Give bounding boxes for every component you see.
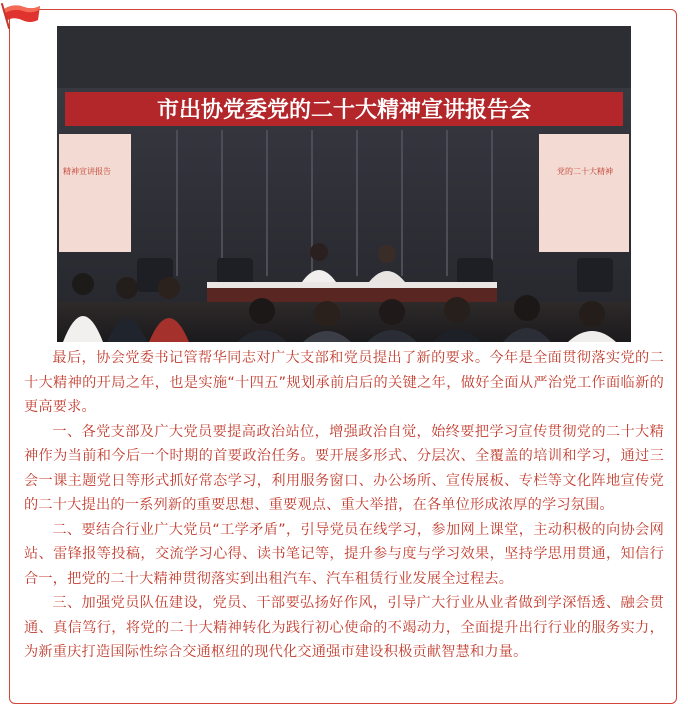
- paragraph-intro: 最后，协会党委书记管帮华同志对广大支部和党员提出了新的要求。今年是全面贯彻落实党的二十大精神的开局之年，也是实施“十四五”规划承前启后的关键之年，做好全面从严治党工作面临新的更高要求。: [24, 350, 664, 415]
- article-body: [24, 346, 664, 665]
- red-flag-decoration-icon: [0, 0, 44, 30]
- meeting-photo: [57, 26, 631, 342]
- left-screen-text: 精神宣讲报告: [63, 167, 111, 176]
- paragraph-point-1: 一、各党支部及广大党员要提高政治站位，增强政治自觉，始终要把学习宣传贯彻党的二十大精神作为当前和今后一个时期的首要政治任务。要开展多形式、分层次、全覆盖的培训和学习，通过三会一课主题党日等形式抓好常态学习，利用服务窗口、办公场所、宣传展板、专栏等文化阵地宣传党的二十大提出的一系列新的重要思想、重要观点、重大举措，在各单位形成浓厚的学习氛围。: [24, 423, 664, 513]
- banner-text: 市出协党委党的二十大精神宣讲报告会: [156, 98, 532, 123]
- meeting-photo-scene: [57, 26, 631, 342]
- paragraph-point-3: 三、加强党员队伍建设，党员、干部要弘扬好作风，引导广大行业从业者做到学深悟透、融会贯通、真信笃行，将党的二十大精神转化为践行初心使命的不竭动力，全面提升出行行业的服务实力，为新重庆打造国际性综合交通枢纽的现代化交通强市建设积极贡献智慧和力量。: [24, 595, 664, 660]
- right-screen: [539, 134, 629, 252]
- left-screen: [59, 134, 131, 252]
- right-screen-text: 党的二十大精神: [557, 167, 613, 176]
- paragraph-point-2: 二、要结合行业广大党员“工学矛盾”，引导党员在线学习，参加网上课堂，主动积极的向协会网站、雷锋报等投稿，交流学习心得、读书笔记等，提升参与度与学习效果，坚持学思用贯通，知信行合一，把党的二十大精神贯彻落实到出租汽车、汽车租赁行业发展全过程去。: [24, 521, 664, 587]
